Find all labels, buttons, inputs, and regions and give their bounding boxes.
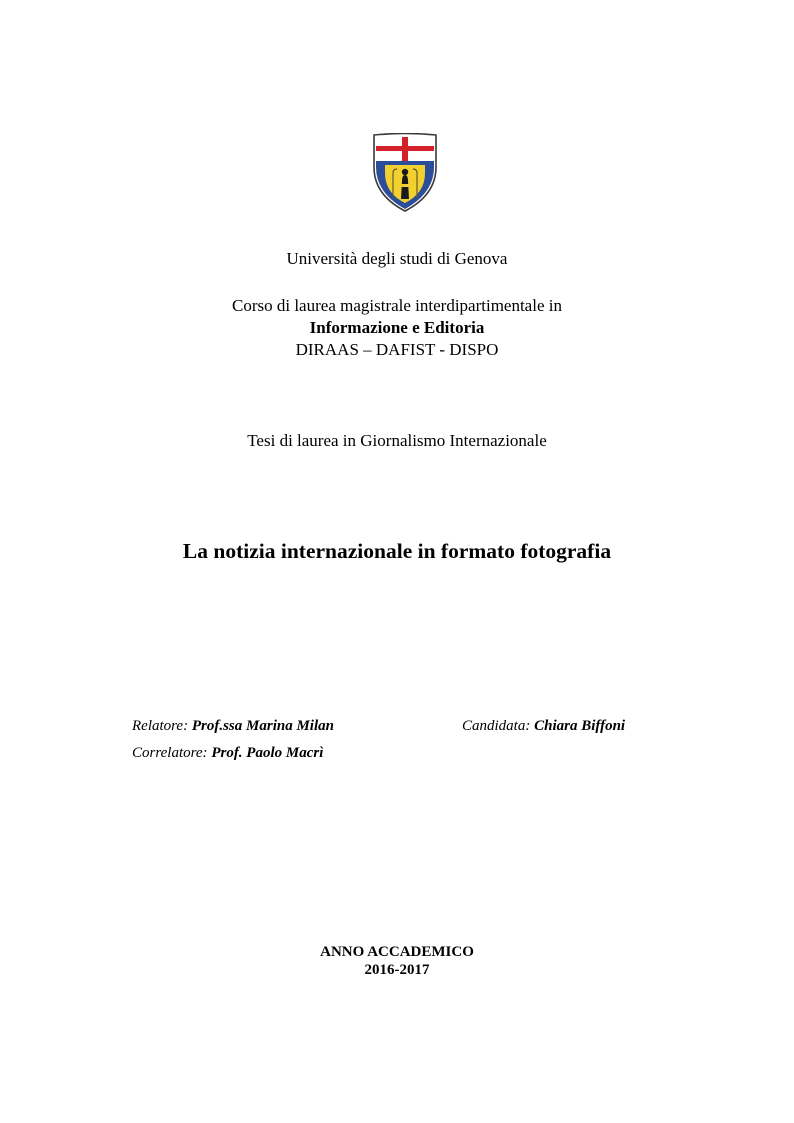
university-name: Università degli studi di Genova <box>286 249 508 268</box>
relatore <box>132 718 334 735</box>
university-crest-icon <box>371 133 439 213</box>
course-program: Informazione e Editoria <box>309 318 485 337</box>
candidata <box>462 718 625 735</box>
academic-year: 2016-2017 <box>364 962 430 978</box>
correlatore <box>132 745 323 762</box>
relatore-label: Relatore: <box>132 718 189 734</box>
departments: DIRAAS – DAFIST - DISPO <box>295 340 499 359</box>
thesis-subject: Tesi di laurea in Giornalismo Internazionale <box>247 431 547 450</box>
candidata-name: Chiara Biffoni <box>534 718 626 734</box>
course-name: Corso di laurea magistrale interdipartimentale in <box>232 296 562 315</box>
correlatore-label: Correlatore: <box>132 745 208 761</box>
candidata-label: Candidata: <box>462 718 531 734</box>
academic-year-label: ANNO ACCADEMICO <box>320 944 474 960</box>
thesis-title: La notizia internazionale in formato fotografia <box>182 539 612 563</box>
correlatore-name: Prof. Paolo Macrì <box>211 745 324 761</box>
relatore-name: Prof.ssa Marina Milan <box>191 718 334 734</box>
